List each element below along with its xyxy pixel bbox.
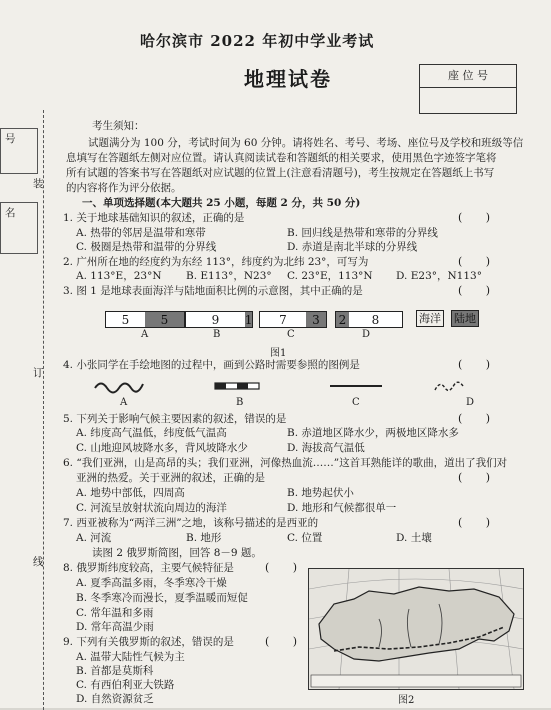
option-d: D. 赤道是南北半球的分界线 (287, 241, 418, 253)
fig4-label-a: A (120, 397, 128, 408)
ratio-ocean: 7 (260, 312, 306, 327)
option-a: A. 温带大陆性气候为主 (76, 651, 185, 663)
seat-number-box (419, 64, 517, 114)
question-stem: 2. 广州所在地的经度约为东经 113°，纬度约为北纬 23°，可写为 (63, 256, 369, 268)
boundary-symbol (435, 382, 463, 390)
exam-number-box (0, 128, 38, 174)
fig4-label-b: B (236, 397, 244, 408)
answer-paren: ( ) (458, 471, 501, 484)
option-c: C. 极圈是热带和温带的分界线 (76, 241, 217, 253)
fig1-label-a: A (141, 329, 149, 340)
ratio-ocean: 5 (106, 312, 145, 327)
ratio-land: 8 (349, 312, 402, 327)
answer-paren: ( ) (458, 284, 501, 297)
question-stem-cont: 亚洲的热爱。关于亚洲的叙述，正确的是 (76, 472, 265, 484)
notice-line: 所有试题的答案书写在答题纸对应试题的位置上(注意看清题号)，考生按规定在答题纸上书写 (66, 167, 495, 179)
answer-paren: ( ) (458, 358, 501, 371)
option-a: A. 夏季高温多雨，冬季寒冷干燥 (76, 577, 227, 589)
side-label-xian: 线 (33, 556, 44, 568)
option-c: C. 位置 (287, 532, 323, 544)
fig4-label-d: D (466, 397, 475, 408)
option-c: C. 23°E，113°N (287, 270, 373, 282)
exam-title: 地理试卷 (244, 67, 332, 91)
option-b: B. 冬季寒冷而漫长，夏季温暖而短促 (76, 592, 248, 604)
option-c: C. 有西伯利亚大铁路 (76, 679, 175, 691)
option-a: A. 113°E，23°N (76, 270, 162, 282)
option-c: C. 河流呈放射状流向周边的海洋 (76, 502, 227, 514)
notice-line: 试题满分为 100 分，考试时间为 60 分钟。请将姓名、考号、考场、座位号及学校和班级等信 (88, 137, 524, 149)
ratio-bar-a (105, 311, 185, 328)
option-a: A. 热带的邻居是温带和寒带 (76, 227, 206, 239)
ratio-bar-d (335, 311, 403, 328)
name-box (0, 202, 38, 254)
russia-outline (319, 587, 514, 661)
side-label-hao: 号 (5, 133, 16, 145)
russia-map (308, 568, 524, 690)
option-c: C. 常年温和多雨 (76, 607, 154, 619)
answer-paren: ( ) (458, 211, 501, 224)
question-stem: 3. 图 1 是地球表面海洋与陆地面积比例的示意图，其中正确的是 (63, 285, 363, 297)
option-b: B. 首都是莫斯科 (76, 665, 154, 677)
exam-header: 哈尔滨市 2022 年初中学业考试 (140, 32, 375, 50)
russia-map-drawing (309, 569, 523, 689)
option-d: D. 自然资源贫乏 (76, 693, 154, 705)
answer-paren: ( ) (265, 561, 308, 574)
ratio-bar-b (185, 311, 253, 328)
question-stem: 7. 西亚被称为“两洋三洲”之地，该称号描述的是西亚的 (63, 517, 319, 529)
ratio-ocean: 2 (336, 312, 349, 327)
notice-line: 息填写在答题纸左侧对应位置。请认真阅读试卷和答题纸的相关要求，使用黑色字迹签字笔将 (66, 152, 497, 164)
option-d: D. 常年高温少雨 (76, 621, 154, 633)
figure2-caption: 图2 (398, 695, 415, 706)
ratio-land: 5 (145, 312, 184, 327)
option-d: D. E23°，N113° (396, 270, 482, 282)
legend-symbols (90, 374, 520, 398)
question-stem: 6. “我们亚洲，山是高昂的头；我们亚洲，河像热血流……”这首耳熟能详的歌曲，道出了我们对 (63, 457, 508, 469)
seat-number-label: 座 位 号 (420, 65, 516, 88)
option-a: A. 河流 (76, 532, 112, 544)
question-stem: 8. 俄罗斯纬度较高，主要气候特征是 (63, 562, 234, 574)
fig4-label-c: C (352, 397, 360, 408)
notice-line: 的内容将作为评分依据。 (66, 182, 182, 194)
option-b: B. E113°，N23° (186, 270, 272, 282)
ratio-bar-c (259, 311, 327, 328)
question-stem: 1. 关于地球基础知识的叙述，正确的是 (63, 212, 245, 224)
answer-paren: ( ) (458, 255, 501, 268)
question-stem: 5. 下列关于影响气候主要因素的叙述，错误的是 (63, 413, 287, 425)
option-a: A. 纬度高气温低，纬度低气温高 (76, 427, 227, 439)
answer-paren: ( ) (458, 516, 501, 529)
side-label-zhuang: 装 (33, 178, 44, 190)
ratio-land: 3 (306, 312, 326, 327)
option-b: B. 赤道地区降水少，两极地区降水多 (287, 427, 459, 439)
legend-ocean: 海洋 (416, 310, 444, 327)
option-b: B. 地势起伏小 (287, 487, 354, 499)
option-d: D. 土壤 (396, 532, 432, 544)
option-b: B. 回归线是热带和寒带的分界线 (287, 227, 438, 239)
river-symbol (95, 384, 143, 393)
option-a: A. 地势中部低，四周高 (76, 487, 185, 499)
section-title: 一、单项选择题(本大题共 25 小题，每题 2 分，共 50 分) (82, 197, 361, 209)
answer-paren: ( ) (265, 635, 308, 648)
binding-line (43, 110, 44, 710)
question-stem: 4. 小张同学在手绘地图的过程中，画到公路时需要参照的图例是 (63, 359, 360, 371)
fig1-label-b: B (213, 329, 221, 340)
legend-land: 陆地 (451, 310, 479, 327)
answer-paren: ( ) (458, 412, 501, 425)
reading-prompt: 读图 2 俄罗斯简图，回答 8－9 题。 (92, 547, 262, 559)
side-label-ding: 订 (33, 367, 44, 379)
figure1-caption: 图1 (270, 348, 287, 359)
option-b: B. 地形 (186, 532, 222, 544)
fig1-label-d: D (362, 329, 371, 340)
option-d: D. 地形和气候都很单一 (287, 502, 397, 514)
fig1-label-c: C (287, 329, 295, 340)
question-stem: 9. 下列有关俄罗斯的叙述，错误的是 (63, 636, 234, 648)
ratio-land: 1 (244, 312, 253, 327)
option-d: D. 海拔高气温低 (287, 442, 365, 454)
option-c: C. 山地迎风坡降水多，背风坡降水少 (76, 442, 248, 454)
ratio-ocean: 9 (186, 312, 245, 327)
notice-heading: 考生须知： (92, 120, 145, 132)
map-legend (311, 675, 521, 687)
side-label-ming: 名 (5, 207, 16, 219)
railway-symbol (215, 383, 259, 389)
